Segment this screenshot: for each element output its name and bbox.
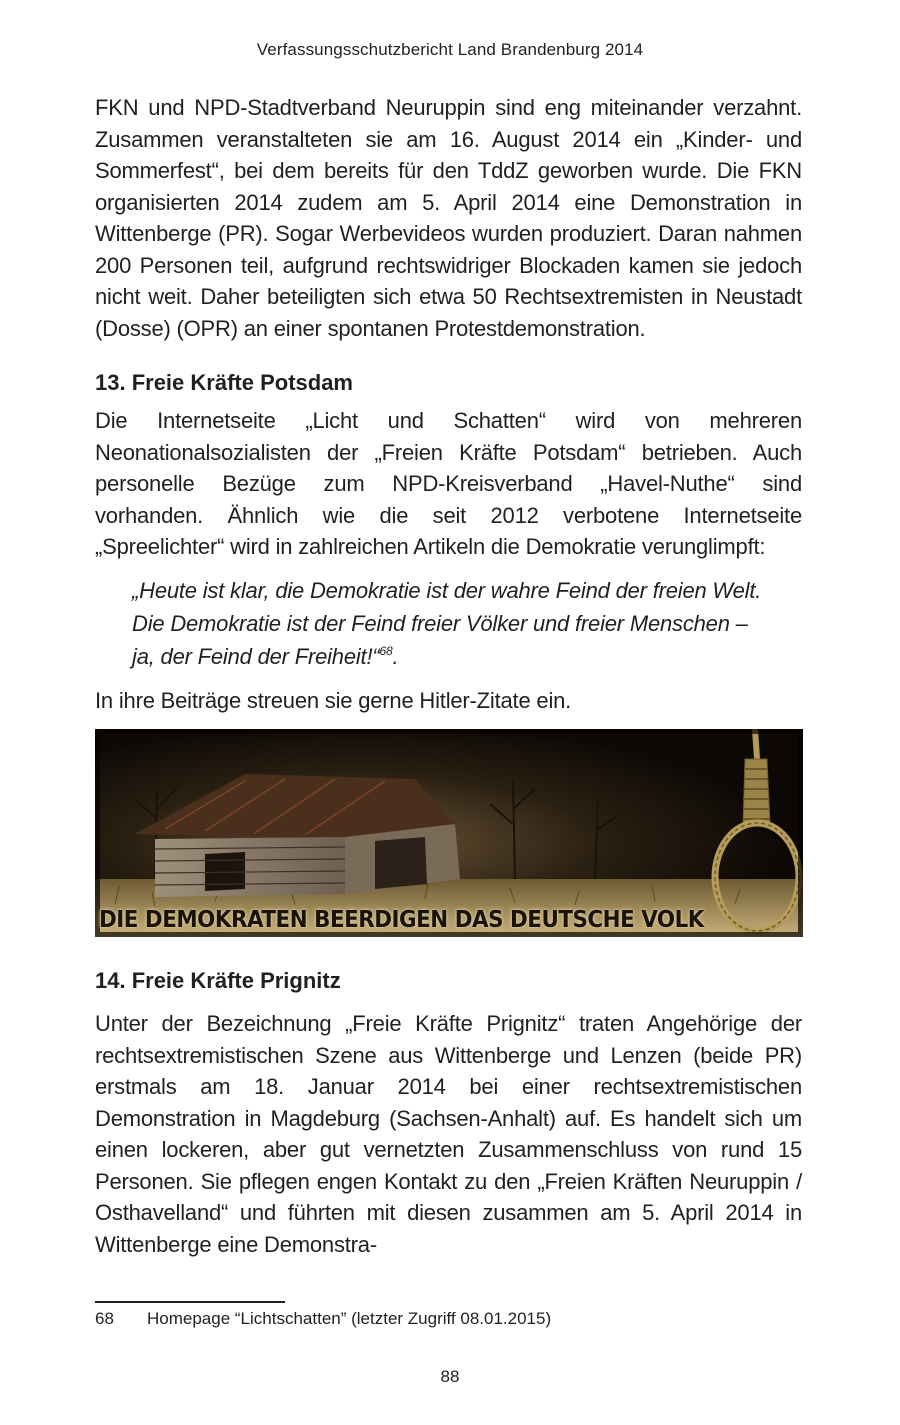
quote-line-3 <box>95 640 802 673</box>
footnote <box>95 1308 551 1330</box>
quote-line-1: „Heute ist klar, die Demokratie ist der wahre Feind der freien Welt. <box>132 578 762 603</box>
banner-illustration <box>95 729 803 937</box>
quote-line-2: Die Demokratie ist der Feind freier Völker und freier Menschen – <box>132 611 748 636</box>
after-quote-paragraph: In ihre Beiträge streuen sie gerne Hitler-Zitate ein. <box>95 688 572 713</box>
section-14-body <box>95 1008 802 1260</box>
intro-block <box>95 92 802 344</box>
section-13 <box>95 369 802 397</box>
section-13-heading: 13. Freie Kräfte Potsdam <box>95 370 353 395</box>
footnote-separator <box>95 1301 285 1303</box>
page-number: 88 <box>440 1367 460 1386</box>
section-14 <box>95 967 802 995</box>
section-14-heading: 14. Freie Kräfte Prignitz <box>95 968 341 993</box>
quote-line-3-text: ja, der Feind der Freiheit!“ <box>132 644 380 669</box>
intro-paragraph: FKN und NPD-Stadtverband Neuruppin sind eng miteinander verzahnt. Zusammen veranstalteten sie am 16. August 2014 ein „Kinder- und Sommerfest“, bei dem bereits für den TddZ geworben wurde. Die FKN organisierten 2014 zudem am 5. April 2014 eine Demonstration in Wittenberge (PR). Sogar Werbevideos wurden produziert. Daran nahmen 200 Personen teil, aufgrund rechtswidriger Blockaden kamen sie jedoch nicht weit. Daher beteiligten sich etwa 50 Rechtsextremisten in Neustadt (Dosse) (OPR) an einer spontanen Protestdemonstration. <box>95 95 802 341</box>
quote-block <box>95 574 802 673</box>
footnote-text: Homepage “Lichtschatten” (letzter Zugriff 08.01.2015) <box>147 1309 552 1328</box>
banner-image <box>95 729 803 937</box>
footnote-number: 68 <box>95 1309 114 1328</box>
after-quote-block <box>95 685 802 717</box>
banner-caption: DIE DEMOKRATEN BEERDIGEN DAS DEUTSCHE VOLK <box>99 907 704 933</box>
footnote-reference: 68 <box>379 644 393 658</box>
section-14-paragraph: Unter der Bezeichnung „Freie Kräfte Prignitz“ traten Angehörige der rechtsextremistischen Szene aus Wittenberge und Lenzen (beide PR) erstmals am 18. Januar 2014 bei einer rechtsextremistischen Demonstration in Magdeburg (Sachsen-Anhalt) auf. Es handelt sich um einen lockeren, aber gut vernetzten Zusammenschluss von rund 15 Personen. Sie pflegen engen Kontakt zu den „Freien Kräften Neuruppin / Osthavelland“ und führten mit diesen zusammen am 5. April 2014 in Wittenberge eine Demonstra- <box>95 1011 802 1257</box>
section-13-paragraph: Die Internetseite „Licht und Schatten“ wird von mehreren Neonationalsozialisten der „Freien Kräfte Potsdam“ betrieben. Auch personelle Bezüge zum NPD-Kreisverband „Havel-Nuthe“ sind vorhanden. Ähnlich wie die seit 2012 verbotene Internetseite „Spreelichter“ wird in zahlreichen Artikeln die Demokratie verunglimpft: <box>95 408 802 559</box>
quote-end: . <box>392 644 399 669</box>
section-13-body <box>95 405 802 563</box>
running-header: Verfassungsschutzbericht Land Brandenburg 2014 <box>256 40 644 59</box>
